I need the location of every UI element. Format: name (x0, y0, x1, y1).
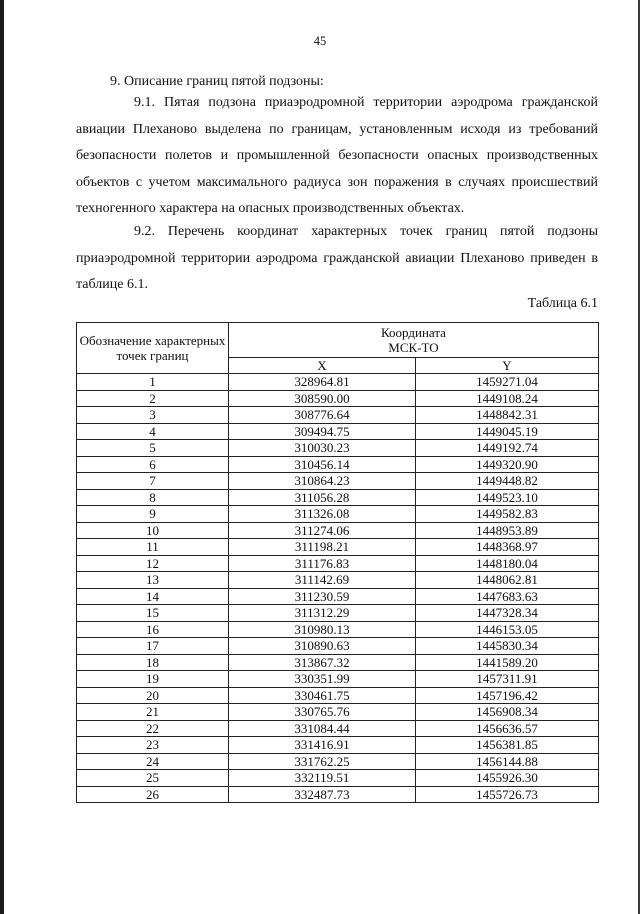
cell-point-id: 12 (77, 555, 229, 572)
table-row (77, 654, 599, 671)
cell-point-id: 6 (77, 456, 229, 473)
cell-point-id: 17 (77, 638, 229, 655)
table-caption: Таблица 6.1 (527, 296, 598, 311)
page-number: 45 (313, 34, 327, 48)
cell-point-id: 14 (77, 588, 229, 605)
cell-point-id: 26 (77, 786, 229, 803)
scan-edge-left (0, 0, 4, 914)
cell-y: 1449192.74 (416, 440, 599, 457)
cell-point-id: 22 (77, 720, 229, 737)
cell-point-id: 23 (77, 737, 229, 754)
cell-y: 1448953.89 (416, 522, 599, 539)
cell-y: 1455926.30 (416, 770, 599, 787)
cell-x: 328964.81 (229, 374, 416, 391)
cell-point-id: 9 (77, 506, 229, 523)
cell-point-id: 11 (77, 539, 229, 556)
cell-x: 308776.64 (229, 407, 416, 424)
cell-point-id: 20 (77, 687, 229, 704)
coordinate-header-line2: МСК-ТО (388, 340, 439, 355)
table-row (77, 407, 599, 424)
cell-x: 331416.91 (229, 737, 416, 754)
cell-x: 310030.23 (229, 440, 416, 457)
table-row (77, 671, 599, 688)
table-row (77, 687, 599, 704)
table-row (77, 473, 599, 490)
cell-y: 1448368.97 (416, 539, 599, 556)
table-row (77, 390, 599, 407)
cell-x: 311326.08 (229, 506, 416, 523)
cell-point-id: 4 (77, 423, 229, 440)
cell-x: 309494.75 (229, 423, 416, 440)
cell-point-id: 19 (77, 671, 229, 688)
table-row (77, 489, 599, 506)
table-row (77, 555, 599, 572)
cell-x: 331084.44 (229, 720, 416, 737)
cell-y: 1447328.34 (416, 605, 599, 622)
cell-point-id: 15 (77, 605, 229, 622)
paragraph-9-2: 9.2. Перечень координат характерных точек границ пятой подзоны приаэродромной территории аэродрома гражданской авиации Плеханово приведен в таблице 6.1. (76, 224, 598, 292)
table-row (77, 588, 599, 605)
cell-point-id: 7 (77, 473, 229, 490)
table-row (77, 704, 599, 721)
coordinates-table (76, 322, 599, 803)
cell-x: 331762.25 (229, 753, 416, 770)
column-header-point: Обозначение характерных точек границ (77, 323, 229, 374)
table-row (77, 720, 599, 737)
column-header-coordinate (229, 323, 599, 358)
cell-y: 1457311.91 (416, 671, 599, 688)
table-row (77, 572, 599, 589)
paragraph-9-1: 9.1. Пятая подзона приаэродромной территории аэродрома гражданской авиации Плеханово выделена по границам, установленным исходя из требований безопасности полетов и промышленной безопасности опасных производственных объектов с учетом максимального радиуса зон поражения в случаях происшествий техногенного характера на опасных производственных объектах. (76, 95, 598, 216)
cell-point-id: 8 (77, 489, 229, 506)
cell-y: 1449045.19 (416, 423, 599, 440)
cell-y: 1456381.85 (416, 737, 599, 754)
cell-y: 1449523.10 (416, 489, 599, 506)
table-body (77, 374, 599, 803)
table-row (77, 423, 599, 440)
cell-x: 311176.83 (229, 555, 416, 572)
table-row (77, 770, 599, 787)
table-row (77, 456, 599, 473)
cell-y: 1449108.24 (416, 390, 599, 407)
cell-y: 1441589.20 (416, 654, 599, 671)
cell-y: 1446153.05 (416, 621, 599, 638)
table-row (77, 638, 599, 655)
cell-x: 332487.73 (229, 786, 416, 803)
cell-point-id: 13 (77, 572, 229, 589)
table-row (77, 506, 599, 523)
cell-point-id: 3 (77, 407, 229, 424)
cell-y: 1456144.88 (416, 753, 599, 770)
table-row (77, 753, 599, 770)
cell-y: 1456908.34 (416, 704, 599, 721)
cell-y: 1448062.81 (416, 572, 599, 589)
cell-x: 311056.28 (229, 489, 416, 506)
cell-y: 1457196.42 (416, 687, 599, 704)
cell-point-id: 10 (77, 522, 229, 539)
table-row (77, 522, 599, 539)
table-row (77, 786, 599, 803)
table-row (77, 621, 599, 638)
coordinate-header-line1: Координата (381, 325, 446, 340)
cell-y: 1448842.31 (416, 407, 599, 424)
cell-x: 310890.63 (229, 638, 416, 655)
column-header-y: Y (416, 358, 599, 374)
cell-point-id: 24 (77, 753, 229, 770)
table-row (77, 440, 599, 457)
column-header-x: X (229, 358, 416, 374)
cell-point-id: 25 (77, 770, 229, 787)
cell-x: 308590.00 (229, 390, 416, 407)
cell-point-id: 2 (77, 390, 229, 407)
cell-x: 311312.29 (229, 605, 416, 622)
section-heading: 9. Описание границ пятой подзоны: (110, 74, 324, 89)
cell-point-id: 16 (77, 621, 229, 638)
cell-x: 330351.99 (229, 671, 416, 688)
table-row (77, 539, 599, 556)
cell-x: 311274.06 (229, 522, 416, 539)
cell-x: 330765.76 (229, 704, 416, 721)
table-row (77, 605, 599, 622)
cell-x: 310980.13 (229, 621, 416, 638)
cell-x: 311142.69 (229, 572, 416, 589)
cell-x: 311198.21 (229, 539, 416, 556)
table-row (77, 374, 599, 391)
cell-point-id: 18 (77, 654, 229, 671)
cell-x: 332119.51 (229, 770, 416, 787)
cell-point-id: 1 (77, 374, 229, 391)
cell-y: 1448180.04 (416, 555, 599, 572)
cell-y: 1455726.73 (416, 786, 599, 803)
cell-y: 1447683.63 (416, 588, 599, 605)
cell-y: 1459271.04 (416, 374, 599, 391)
cell-point-id: 5 (77, 440, 229, 457)
cell-x: 310456.14 (229, 456, 416, 473)
cell-x: 313867.32 (229, 654, 416, 671)
cell-y: 1445830.34 (416, 638, 599, 655)
cell-x: 330461.75 (229, 687, 416, 704)
cell-point-id: 21 (77, 704, 229, 721)
cell-x: 310864.23 (229, 473, 416, 490)
cell-x: 311230.59 (229, 588, 416, 605)
cell-y: 1449320.90 (416, 456, 599, 473)
cell-y: 1449582.83 (416, 506, 599, 523)
cell-y: 1456636.57 (416, 720, 599, 737)
cell-y: 1449448.82 (416, 473, 599, 490)
table-row (77, 737, 599, 754)
